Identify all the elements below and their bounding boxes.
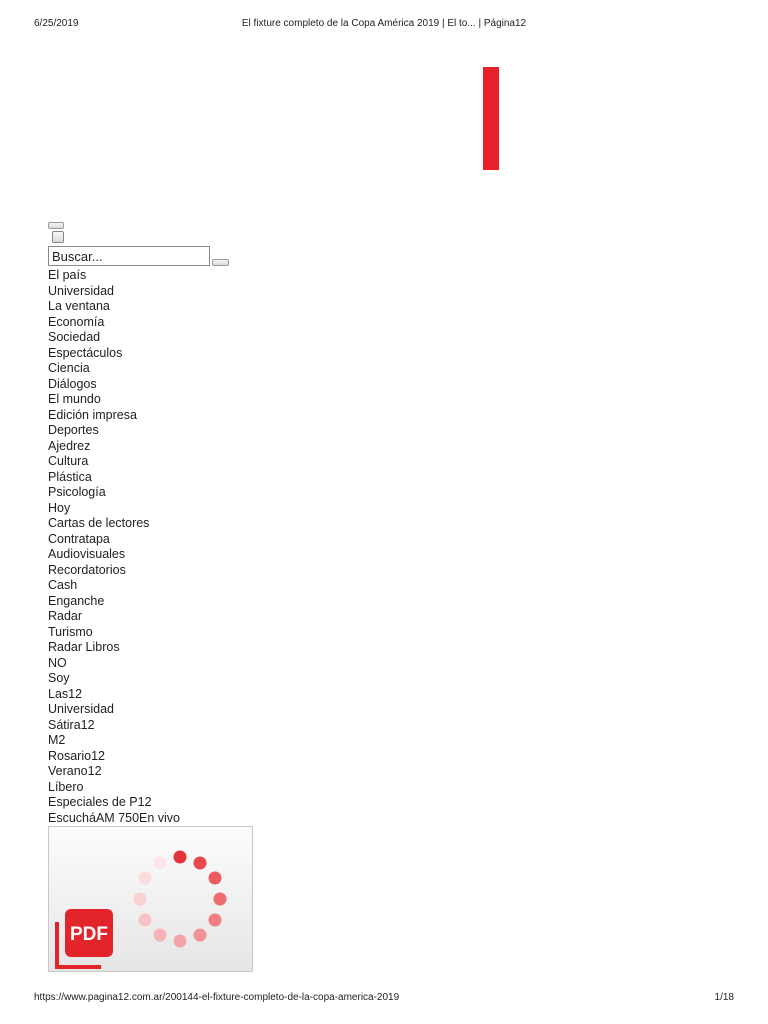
nav-link[interactable]: Radar Libros (48, 640, 120, 654)
nav-link[interactable]: Contratapa (48, 531, 110, 546)
nav-link[interactable]: Diálogos (48, 376, 97, 391)
search-button[interactable] (212, 259, 229, 266)
nav-link[interactable]: Turismo (48, 624, 93, 639)
nav-link[interactable]: Sociedad (48, 330, 101, 344)
print-footer (34, 992, 734, 1006)
nav-link[interactable]: Edición impresa (48, 407, 137, 422)
loading-spinner-icon (134, 851, 227, 948)
nav-link[interactable]: Enganche (48, 593, 105, 608)
nav-link[interactable]: Especiales de P12 (48, 795, 152, 809)
print-url: https://www.pagina12.com.ar/200144-el-fixture-completo-de-la-copa-america-2019 (34, 992, 400, 1003)
nav-link[interactable]: Cash (48, 578, 78, 592)
section-nav-list (48, 268, 180, 826)
nav-link[interactable]: Hoy (48, 500, 71, 515)
print-page-title: El fixture completo de la Copa América 2019 | El to... | Página12 (241, 18, 527, 29)
nav-link[interactable]: Espectáculos (48, 345, 123, 360)
pdf-label: PDF (70, 924, 108, 945)
nav-link[interactable]: Deportes (48, 423, 99, 437)
nav-link[interactable]: Ciencia (48, 361, 90, 375)
nav-link[interactable]: M2 (48, 733, 66, 747)
nav-link[interactable]: Rosario12 (48, 748, 105, 763)
nav-link[interactable]: Cartas de lectores (48, 516, 150, 530)
nav-link[interactable]: Líbero (48, 779, 84, 794)
nav-link[interactable]: Radar (48, 609, 83, 623)
pdf-loading-graphic (49, 827, 254, 973)
pdf-file-icon (57, 909, 113, 967)
nav-link[interactable]: Soy (48, 671, 70, 685)
nav-link[interactable]: Las12 (48, 686, 83, 701)
nav-link[interactable]: El país (48, 268, 87, 282)
nav-link[interactable]: El mundo (48, 392, 101, 406)
nav-link[interactable]: Recordatorios (48, 562, 126, 577)
nav-link[interactable]: Psicología (48, 485, 106, 499)
nav-link[interactable]: Ajedrez (48, 438, 91, 453)
pdf-viewer-widget[interactable] (48, 826, 253, 972)
nav-link[interactable]: La ventana (48, 299, 110, 313)
print-header (34, 18, 734, 32)
nav-link[interactable]: NO (48, 655, 67, 670)
nav-link[interactable]: Cultura (48, 454, 89, 468)
logo-red-bar (483, 67, 499, 170)
nav-link[interactable]: Verano12 (48, 764, 102, 778)
nav-link[interactable]: Sátira12 (48, 717, 95, 732)
print-page-number: 1/18 (714, 992, 734, 1003)
nav-link[interactable]: Plástica (48, 469, 92, 484)
nav-link[interactable]: Universidad (48, 702, 115, 716)
nav-link[interactable]: Economía (48, 314, 105, 329)
search-input[interactable] (48, 246, 210, 266)
nav-link[interactable]: EscucháAM 750En vivo (48, 810, 181, 825)
menu-toggle-button[interactable] (48, 222, 64, 229)
nav-link[interactable]: Universidad (48, 283, 115, 298)
menu-checkbox[interactable] (52, 231, 64, 243)
nav-link[interactable]: Audiovisuales (48, 547, 126, 561)
print-date: 6/25/2019 (34, 18, 79, 29)
